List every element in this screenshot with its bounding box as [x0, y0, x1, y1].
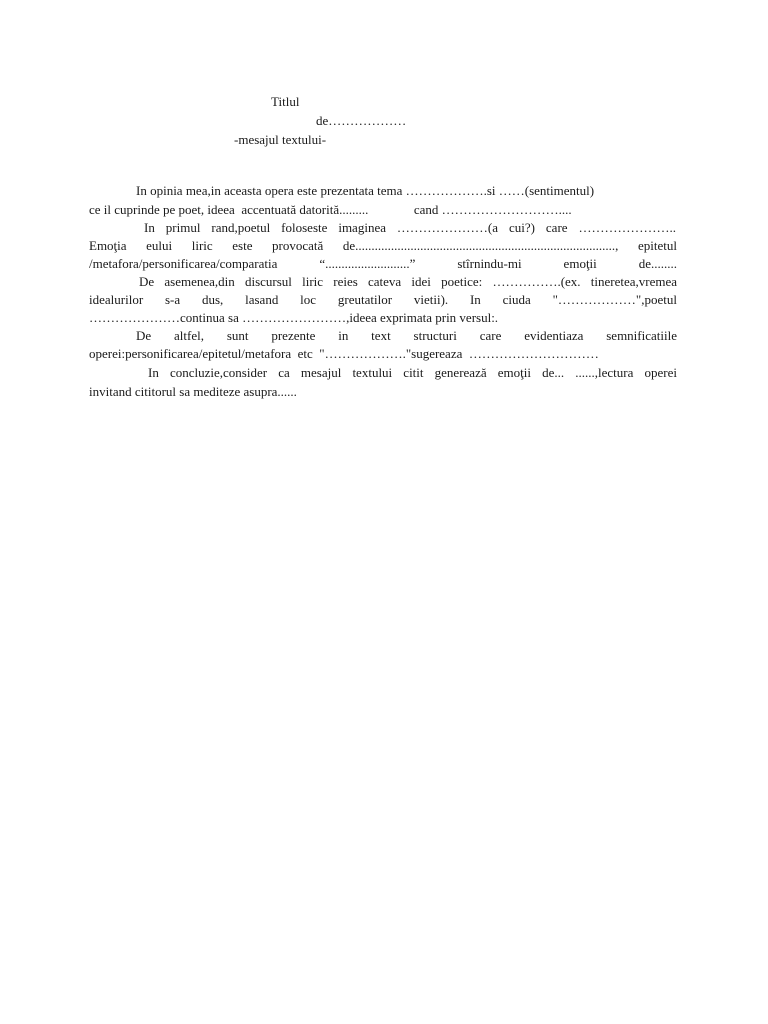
body-line-6: De asemenea,din discursul liric reies cateva idei poetice: …………….(ex. tineretea,vremea	[139, 274, 677, 289]
body-line-3: In primul rand,poetul foloseste imaginea …………………(a cui?) care …………………..	[144, 220, 676, 235]
body-line-10: operei:personificarea/epitetul/metafora etc "………………."sugereaza …………………………	[89, 346, 599, 361]
body-line-4: Emoţia eului liric este provocată de................................................................................, epitetul	[89, 238, 677, 253]
document-title: Titlul	[271, 94, 300, 109]
body-line-11: In concluzie,consider ca mesajul textului citit generează emoţii de... ......,lectura operei	[148, 365, 677, 380]
body-line-12: invitand cititorul sa mediteze asupra......	[89, 384, 297, 399]
body-line-9: De altfel, sunt prezente in text structuri care evidentiaza semnificatiile	[136, 328, 677, 343]
body-line-8: …………………continua sa ……………………,ideea exprimata prin versul:.	[89, 310, 499, 325]
document-author-line: de………………	[316, 113, 407, 128]
document-subtitle: -mesajul textului-	[234, 132, 327, 147]
body-line-2: ce il cuprinde pe poet, ideea accentuată datorită......... cand ………………………....	[89, 202, 572, 217]
body-line-1: In opinia mea,in aceasta opera este prezentata tema ……………….si ……(sentimentul)	[136, 183, 595, 198]
body-line-7: idealurilor s-a dus, lasand loc greutatilor vietii). In ciuda "………………",poetul	[89, 292, 677, 307]
body-line-5: /metafora/personificarea/comparatia “..........................” stîrnindu-mi emoţii de........	[89, 256, 677, 271]
